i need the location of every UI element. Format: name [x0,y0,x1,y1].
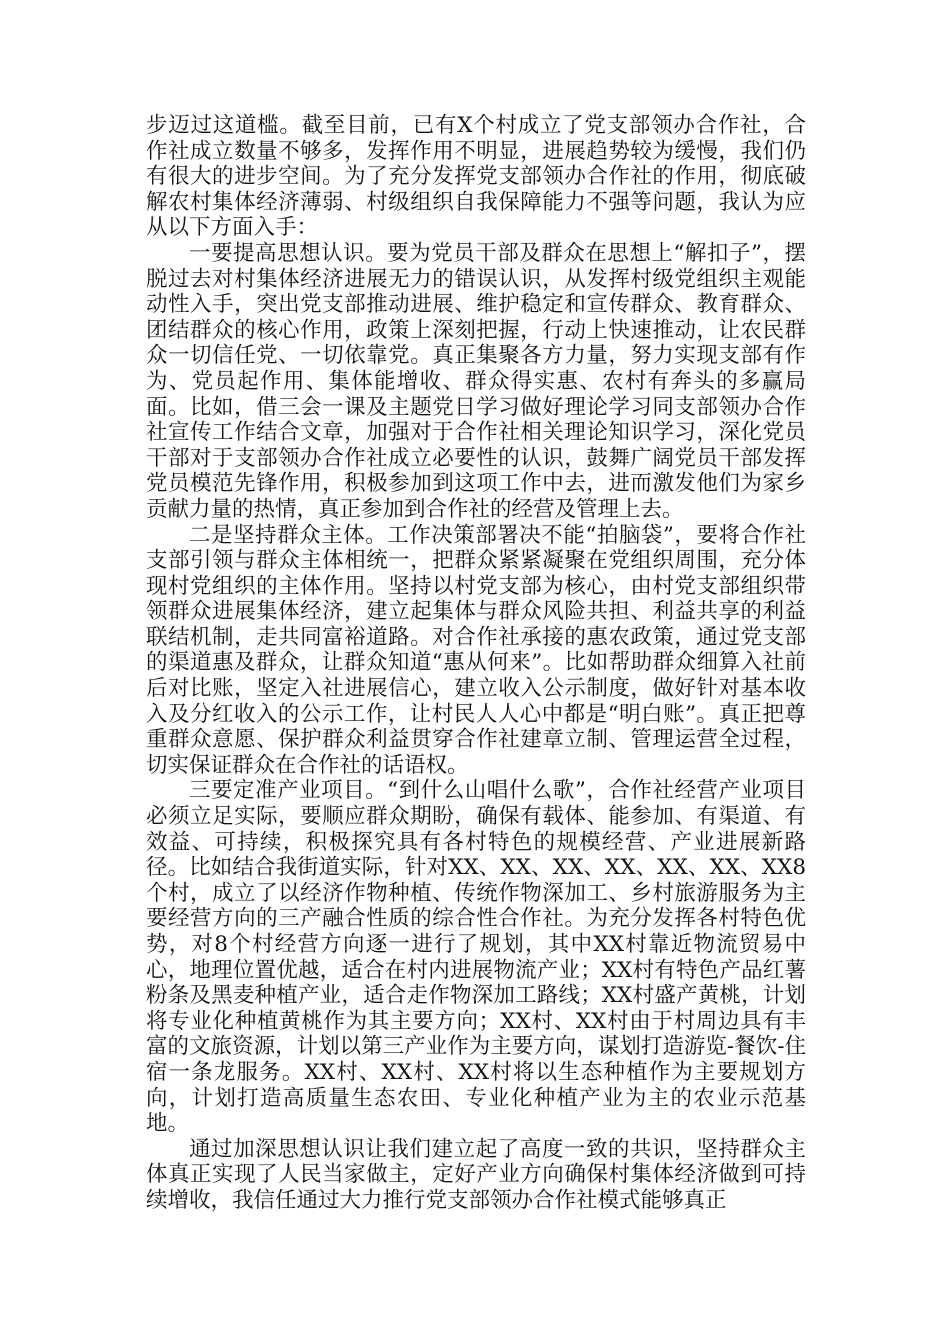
paragraph-intro: 步迈过这道槛。截至目前，已有X个村成立了党支部领办合作社，合作社成立数量不够多，发挥作用不明显，进展趋势较为缓慢，我们仍有很大的进步空间。为了充分发挥党支部领办合作社的作用，彻底破解农村集体经济薄弱、村级组织自我保障能力不强等问题，我认为应从以下方面入手： [146,113,806,241]
document-page [146,113,806,1214]
paragraph-point-one: 一要提高思想认识。要为党员干部及群众在思想上“解扣子”，摆脱过去对村集体经济进展无力的错误认识，从发挥村级党组织主观能动性入手，突出党支部推动进展、维护稳定和宣传群众、教育群众、团结群众的核心作用，政策上深刻把握，行动上快速推动，让农民群众一切信任党、一切依靠党。真正集聚各方力量，努力实现支部有作为、党员起作用、集体能增收、群众得实惠、农村有奔头的多赢局面。比如，借三会一课及主题党日学习做好理论学习同支部领办合作社宣传工作结合文章，加强对于合作社相关理论知识学习，深化党员干部对于支部领办合作社成立必要性的认识，鼓舞广阔党员干部发挥党员模范先锋作用，积极参加到这项工作中去，进而激发他们为家乡贡献力量的热情，真正参加到合作社的经营及管理上去。 [146,240,806,522]
paragraph-conclusion: 通过加深思想认识让我们建立起了高度一致的共识，坚持群众主体真正实现了人民当家做主，定好产业方向确保村集体经济做到可持续增收，我信任通过大力推行党支部领办合作社模式能够真正 [146,1136,806,1213]
paragraph-point-two: 二是坚持群众主体。工作决策部署决不能“拍脑袋”，要将合作社支部引领与群众主体相统一，把群众紧紧凝聚在党组织周围，充分体现村党组织的主体作用。坚持以村党支部为核心，由村党支部组织带领群众进展集体经济，建立起集体与群众风险共担、利益共享的利益联结机制，走共同富裕道路。对合作社承接的惠农政策，通过党支部的渠道惠及群众，让群众知道“惠从何来”。比如帮助群众细算入社前后对比账，坚定入社进展信心，建立收入公示制度，做好针对基本收入及分红收入的公示工作，让村民人人心中都是“明白账”。真正把尊重群众意愿、保护群众利益贯穿合作社建章立制、管理运营全过程，切实保证群众在合作社的话语权。 [146,522,806,778]
paragraph-point-three: 三要定准产业项目。“到什么山唱什么歌”，合作社经营产业项目必须立足实际，要顺应群众期盼，确保有载体、能参加、有渠道、有效益、可持续，积极探究具有各村特色的规模经营、产业进展新路径。比如结合我街道实际，针对XX、XX、XX、XX、XX、XX、XX8个村，成立了以经济作物种植、传统作物深加工、乡村旅游服务为主要经营方向的三产融合性质的综合性合作社。为充分发挥各村特色优势，对8个村经营方向逐一进行了规划，其中XX村靠近物流贸易中心，地理位置优越，适合在村内进展物流产业；XX村有特色产品红薯粉条及黑麦种植产业，适合走作物深加工路线；XX村盛产黄桃，计划将专业化种植黄桃作为其主要方向；XX村、XX村由于村周边具有丰富的文旅资源，计划以第三产业作为主要方向，谋划打造游览-餐饮-住宿一条龙服务。XX村、XX村、XX村将以生态种植作为主要规划方向，计划打造高质量生态农田、专业化种植产业为主的农业示范基地。 [146,778,806,1137]
